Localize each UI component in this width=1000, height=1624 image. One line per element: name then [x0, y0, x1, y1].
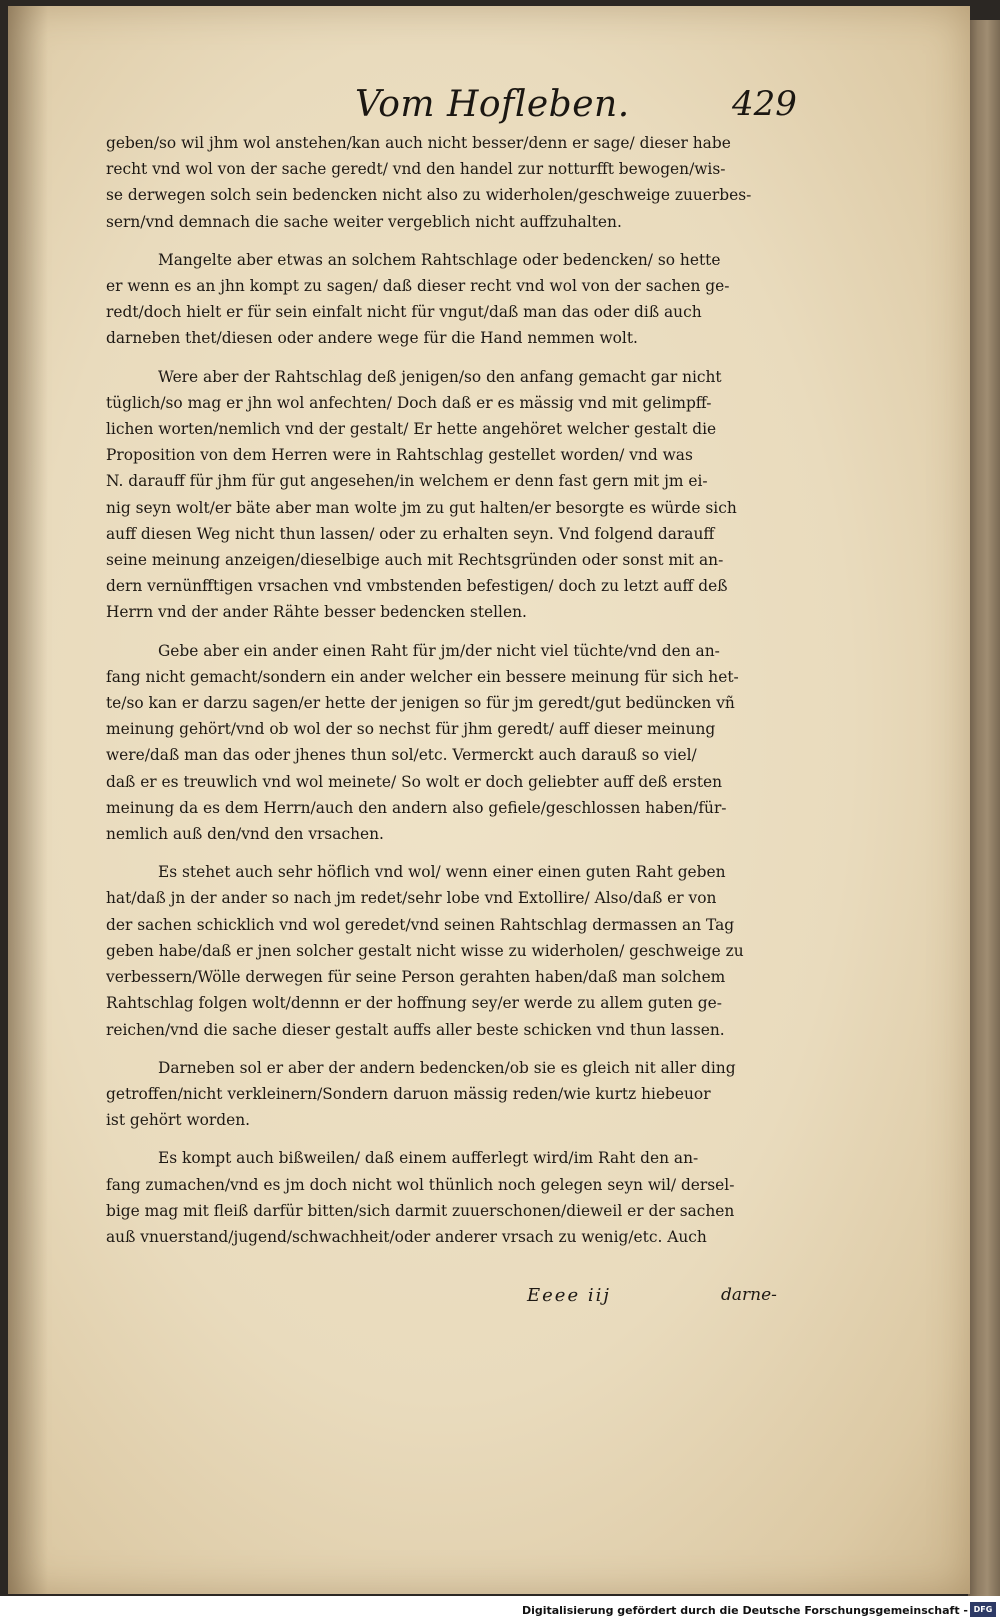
text-line: getroffen/nicht verkleinern/Sondern daruon mässig reden/wie kurtz hiebeuor	[106, 1084, 711, 1103]
text-line: dern vernünfftigen vrsachen vnd vmbstenden befestigen/ doch zu letzt auff deß	[106, 577, 728, 596]
paragraph-1	[106, 130, 788, 235]
digitization-credit: Digitalisierung gefördert durch die Deutsche Forschungsgemeinschaft -	[521, 1604, 968, 1617]
text-line: hat/daß jn der ander so nach jm redet/sehr lobe vnd Extollire/ Also/daß er von	[106, 889, 717, 908]
paragraph-7	[106, 1145, 788, 1250]
text-line: reichen/vnd die sache dieser gestalt auffs aller beste schicken vnd thun lassen.	[106, 1020, 725, 1039]
text-line: Es kompt auch bißweilen/ daß einem aufferlegt wird/im Raht den an-	[158, 1149, 699, 1168]
text-line: Es stehet auch sehr höflich vnd wol/ wenn einer einen guten Raht geben	[158, 863, 726, 882]
text-line: Rahtschlag folgen wolt/dennn er der hoffnung sey/er werde zu allem guten ge-	[106, 994, 722, 1013]
text-line: auß vnuerstand/jugend/schwachheit/oder anderer vrsach zu wenig/etc. Auch	[106, 1227, 707, 1246]
text-line: daß er es treuwlich vnd wol meinete/ So wolt er doch geliebter auff deß ersten	[106, 772, 723, 791]
text-line: sern/vnd demnach die sache weiter vergeblich nicht auffzuhalten.	[106, 212, 622, 231]
text-line: nemlich auß den/vnd den vrsachen.	[106, 825, 384, 844]
text-line: geben/so wil jhm wol anstehen/kan auch nicht besser/denn er sage/ dieser habe	[106, 134, 731, 152]
text-line: N. darauff für jhm für gut angesehen/in welchem er denn fast gern mit jm ei-	[106, 472, 708, 491]
text-line: fang nicht gemacht/sondern ein ander welcher ein bessere meinung für sich het-	[106, 667, 739, 686]
catchword: darne-	[721, 1285, 777, 1305]
text-line: se derwegen solch sein bedencken nicht also zu widerholen/geschweige zuuerbes-	[106, 186, 752, 205]
text-line: Darneben sol er aber der andern bedencken/ob sie es gleich nit aller ding	[158, 1058, 736, 1077]
book-cover-edge	[968, 20, 1000, 1596]
text-line: er wenn es an jhn kompt zu sagen/ daß dieser recht vnd wol von der sachen ge-	[106, 277, 730, 296]
text-line: Mangelte aber etwas an solchem Rahtschlage oder bedencken/ so hette	[158, 250, 721, 269]
dfg-logo-icon: DFG	[970, 1602, 996, 1617]
text-line: Herrn vnd der ander Rähte besser bedencken stellen.	[106, 603, 527, 622]
page-gutter-shadow	[8, 6, 48, 1594]
body-text	[106, 130, 788, 1262]
text-line: meinung da es dem Herrn/auch den andern also gefiele/geschlossen haben/für-	[106, 798, 727, 817]
text-line: darneben thet/diesen oder andere wege für die Hand nemmen wolt.	[106, 329, 638, 348]
text-line: ist gehört worden.	[106, 1111, 251, 1130]
paragraph-6	[106, 1055, 788, 1134]
text-line: bige mag mit fleiß darfür bitten/sich darmit zuuerschonen/dieweil er der sachen	[106, 1201, 735, 1220]
text-line: te/so kan er darzu sagen/er hette der jenigen so für jm geredt/gut bedüncken vñ	[106, 694, 735, 713]
paragraph-2	[106, 247, 788, 352]
text-line: were/daß man das oder jhenes thun sol/etc. Vermerckt auch darauß so viel/	[106, 746, 697, 765]
footer-bar	[0, 1596, 1000, 1624]
text-line: Proposition von dem Herren were in Rahtschlag gestellet worden/ vnd was	[106, 446, 693, 465]
text-line: meinung gehört/vnd ob wol der so nechst für jhm geredt/ auff dieser meinung	[106, 720, 716, 739]
text-line: recht vnd wol von der sache geredt/ vnd den handel zur notturfft bewogen/wis-	[106, 160, 726, 179]
text-line: redt/doch hielt er für sein einfalt nicht für vngut/daß man das oder diß auch	[106, 303, 702, 322]
paragraph-4	[106, 638, 788, 848]
paragraph-3	[106, 364, 788, 626]
paragraph-5	[106, 859, 788, 1042]
text-line: lichen worten/nemlich vnd der gestalt/ Er hette angehöret welcher gestalt die	[106, 420, 717, 439]
text-line: Were aber der Rahtschlag deß jenigen/so den anfang gemacht gar nicht	[158, 367, 722, 386]
text-line: seine meinung anzeigen/dieselbige auch mit Rechtsgründen oder sonst mit an-	[106, 551, 724, 570]
text-line: tüglich/so mag er jhn wol anfechten/ Doch daß er es mässig vnd mit gelimpff-	[106, 393, 712, 412]
text-line: fang zumachen/vnd es jm doch nicht wol thünlich noch gelegen seyn wil/ dersel-	[106, 1175, 735, 1194]
text-line: auff diesen Weg nicht thun lassen/ oder zu erhalten seyn. Vnd folgend darauff	[106, 524, 715, 543]
text-line: verbessern/Wölle derwegen für seine Person gerahten haben/daß man solchem	[106, 968, 726, 987]
text-line: geben habe/daß er jnen solcher gestalt nicht wisse zu widerholen/ geschweige zu	[106, 941, 744, 960]
text-line: Gebe aber ein ander einen Raht für jm/der nicht viel tüchte/vnd den an-	[158, 641, 720, 660]
page-number: 429	[732, 84, 797, 124]
text-line: der sachen schicklich vnd wol geredet/vnd seinen Rahtschlag dermassen an Tag	[106, 915, 735, 934]
text-line: nig seyn wolt/er bäte aber man wolte jm zu gut halten/er besorgte es würde sich	[106, 498, 737, 517]
running-head: Vom Hofleben.	[355, 84, 630, 125]
signature-mark: Eeee iij	[527, 1285, 611, 1306]
